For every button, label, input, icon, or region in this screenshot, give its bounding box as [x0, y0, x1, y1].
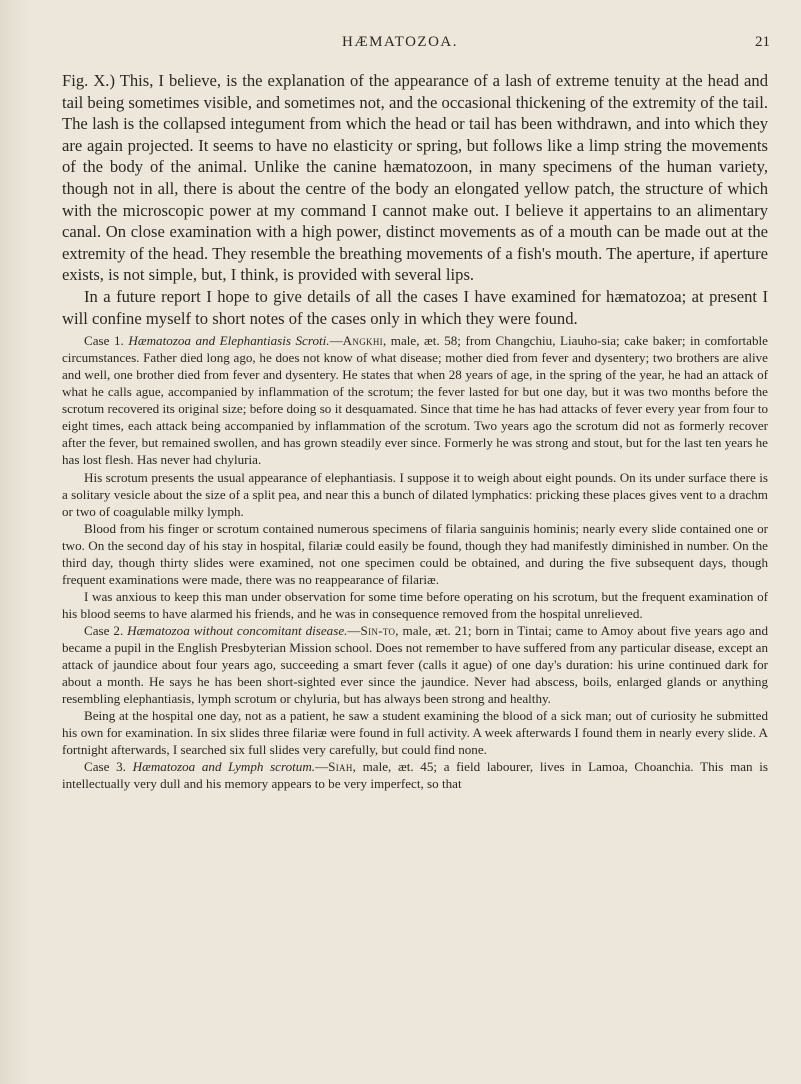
case-3-patient: Siah — [328, 759, 353, 775]
case-notes — [62, 332, 768, 792]
case-2-paragraph: Case 2. Hæmatozoa without concomitant disease.—Sin-to, male, æt. 21; born in Tintai; came to Amoy about five years ago and became a pupil in the English Presbyterian Mission school. Does not remember to have suffered from any particular disease, except an attack of jaundice about four years ago, succeeding a smart fever (calls it ague) of one day's duration: his urine continued dark for about a month. He says he has been short-sighted ever since the jaundice. Never had abscess, boils, enlarged glands or anything resembling elephantiasis, lymph scrotum or chyluria, but has always been strong and healthy. — [62, 622, 768, 707]
case-1-followup-blood: Blood from his finger or scrotum contained numerous specimens of filaria sanguinis hominis; nearly every slide contained one or two. On the second day of his stay in hospital, filariæ could easily be found, though they had manifestly diminished in number. On the third day, though thirty slides were examined, not one specimen could be obtained, and during the five subsequent days, though frequent examinations were made, there was no reappearance of filariæ. — [62, 520, 768, 587]
body-text — [62, 70, 768, 792]
case-1-followup-scrotum: His scrotum presents the usual appearance of elephantiasis. I suppose it to weigh about eight pounds. On its under surface there is a solitary vesicle about the size of a split pea, and near this a bunch of dilated lymphatics: pricking these places gives vent to a drachm or two of coagulable milky lymph. — [62, 469, 768, 519]
case-3-paragraph: Case 3. Hæmatozoa and Lymph scrotum.—Siah, male, æt. 45; a field labourer, lives in Lamoa, Choanchia. This man is intellectually very dull and his memory appears to be very imperfect, so that — [62, 759, 769, 792]
case-3-text: , male, æt. 45; a field labourer, lives in Lamoa, Choanchia. This man is intellectually very dull and his memory appears to be very imperfect, so that — [62, 759, 769, 792]
paragraph-fig-explanation: Fig. X.) This, I believe, is the explanation of the appearance of a lash of extreme tenuity at the head and tail being sometimes visible, and sometimes not, and the occasional thickening of the extremity of the tail. The lash is the collapsed integument from which the head or tail has been withdrawn, and into which they are again projected. It seems to have no elasticity or spring, but follows like a limp string the movements of the body of the animal. Unlike the canine hæmatozoon, in many specimens of the human variety, though not in all, there is about the centre of the body an elongated yellow patch, the structure of which with the microscopic power at my command I cannot make out. I believe it appertains to an alimentary canal. On close examination with a high power, distinct movements as of a mouth can be made out at the extremity of the head. They resemble the breathing movements of a fish's mouth. The aperture, if aperture exists, is not simple, but, I think, is provided with several lips. — [62, 71, 768, 285]
case-2-patient: Sin-to — [360, 622, 396, 638]
case-2-text: , male, æt. 21; born in Tintai; came to Amoy about five years ago and became a pupil in the English Presbyterian Mission school. Does not remember to have suffered from any particular disease, except an attack of jaundice about four years ago, succeeding a smart fever (calls it ague) of one day's duration: his urine continued dark for about a month. He says he has been short-sighted ever since the jaundice. Never had abscess, boils, enlarged glands or anything resembling elephantiasis, lymph scrotum or chyluria, but has always been strong and healthy. — [62, 622, 768, 707]
case-2-title: Hæmatozoa without concomitant disease. — [127, 622, 348, 638]
case-1-label: Case 1. — [84, 333, 124, 349]
case-2-followup-examination: Being at the hospital one day, not as a patient, he saw a student examining the blood of a sick man; out of curiosity he submitted his own for examination. In six slides three filariæ were found in full activity. A week afterwards I found them in nearly every slide. A fortnight afterwards, I searched six full slides very carefully, but could find none. — [62, 708, 768, 758]
case-1-title: Hæmatozoa and Elephantiasis Scroti. — [128, 333, 330, 349]
paragraph-future-report: In a future report I hope to give details of all the cases I have examined for hæmatozoa; at present I will confine myself to short notes of the cases only in which they were found. — [62, 286, 768, 328]
case-1-text: , male, æt. 58; from Changchiu, Liauho-sia; cake baker; in comfortable circumstances. Father died long ago, he does not know of what disease; mother died from fever and dysentery; two brothers are alive and well, one brother died from fever and dysentery. He states that when 28 years of age, in the spring of the year, he had an attack of what he calls ague, accompanied by inflammation of the scrotum; the fever lasted for but one day, but it was two months before the scrotum recovered its original size; before doing so it desquamated. Since that time he has had attacks of fever every year from four to eight times, each attack being accompanied by inflammation of the scrotum. Two years ago the scrotum did not as formerly recover after the fever, but remained swollen, and has grown steadily ever since. Formerly he was strong and stout, but for the last ten years he has lost flesh. Has never had chyluria. — [62, 333, 768, 468]
case-2-label: Case 2. — [84, 622, 124, 638]
case-3-label: Case 3. — [84, 759, 126, 775]
page-number: 21 — [755, 34, 770, 50]
case-1-patient: Angkhi — [342, 333, 383, 349]
page-header — [30, 34, 770, 58]
running-title: HÆMATOZOA. — [342, 34, 458, 50]
case-3-title: Hæmatozoa and Lymph scrotum. — [132, 759, 316, 775]
case-1-followup-removed: I was anxious to keep this man under observation for some time before operating on his scrotum, but the frequent examination of his blood seems to have alarmed his friends, and he was in consequence removed from the hospital unrelieved. — [62, 588, 768, 621]
main-text — [62, 70, 768, 329]
case-1-paragraph: Case 1. Hæmatozoa and Elephantiasis Scroti.—Angkhi, male, æt. 58; from Changchiu, Liauho-sia; cake baker; in comfortable circumstances. Father died long ago, he does not know of what disease; mother died from fever and dysentery; two brothers are alive and well, one brother died from fever and dysentery. He states that when 28 years of age, in the spring of the year, he had an attack of what he calls ague, accompanied by inflammation of the scrotum; the fever lasted for but one day, but it was two months before the scrotum recovered its original size; before doing so it desquamated. Since that time he has had attacks of fever every year from four to eight times, each attack being accompanied by inflammation of the scrotum. Two years ago the scrotum did not as formerly recover after the fever, but remained swollen, and has grown steadily ever since. Formerly he was strong and stout, but for the last ten years he has lost flesh. Has never had chyluria. — [62, 333, 768, 468]
